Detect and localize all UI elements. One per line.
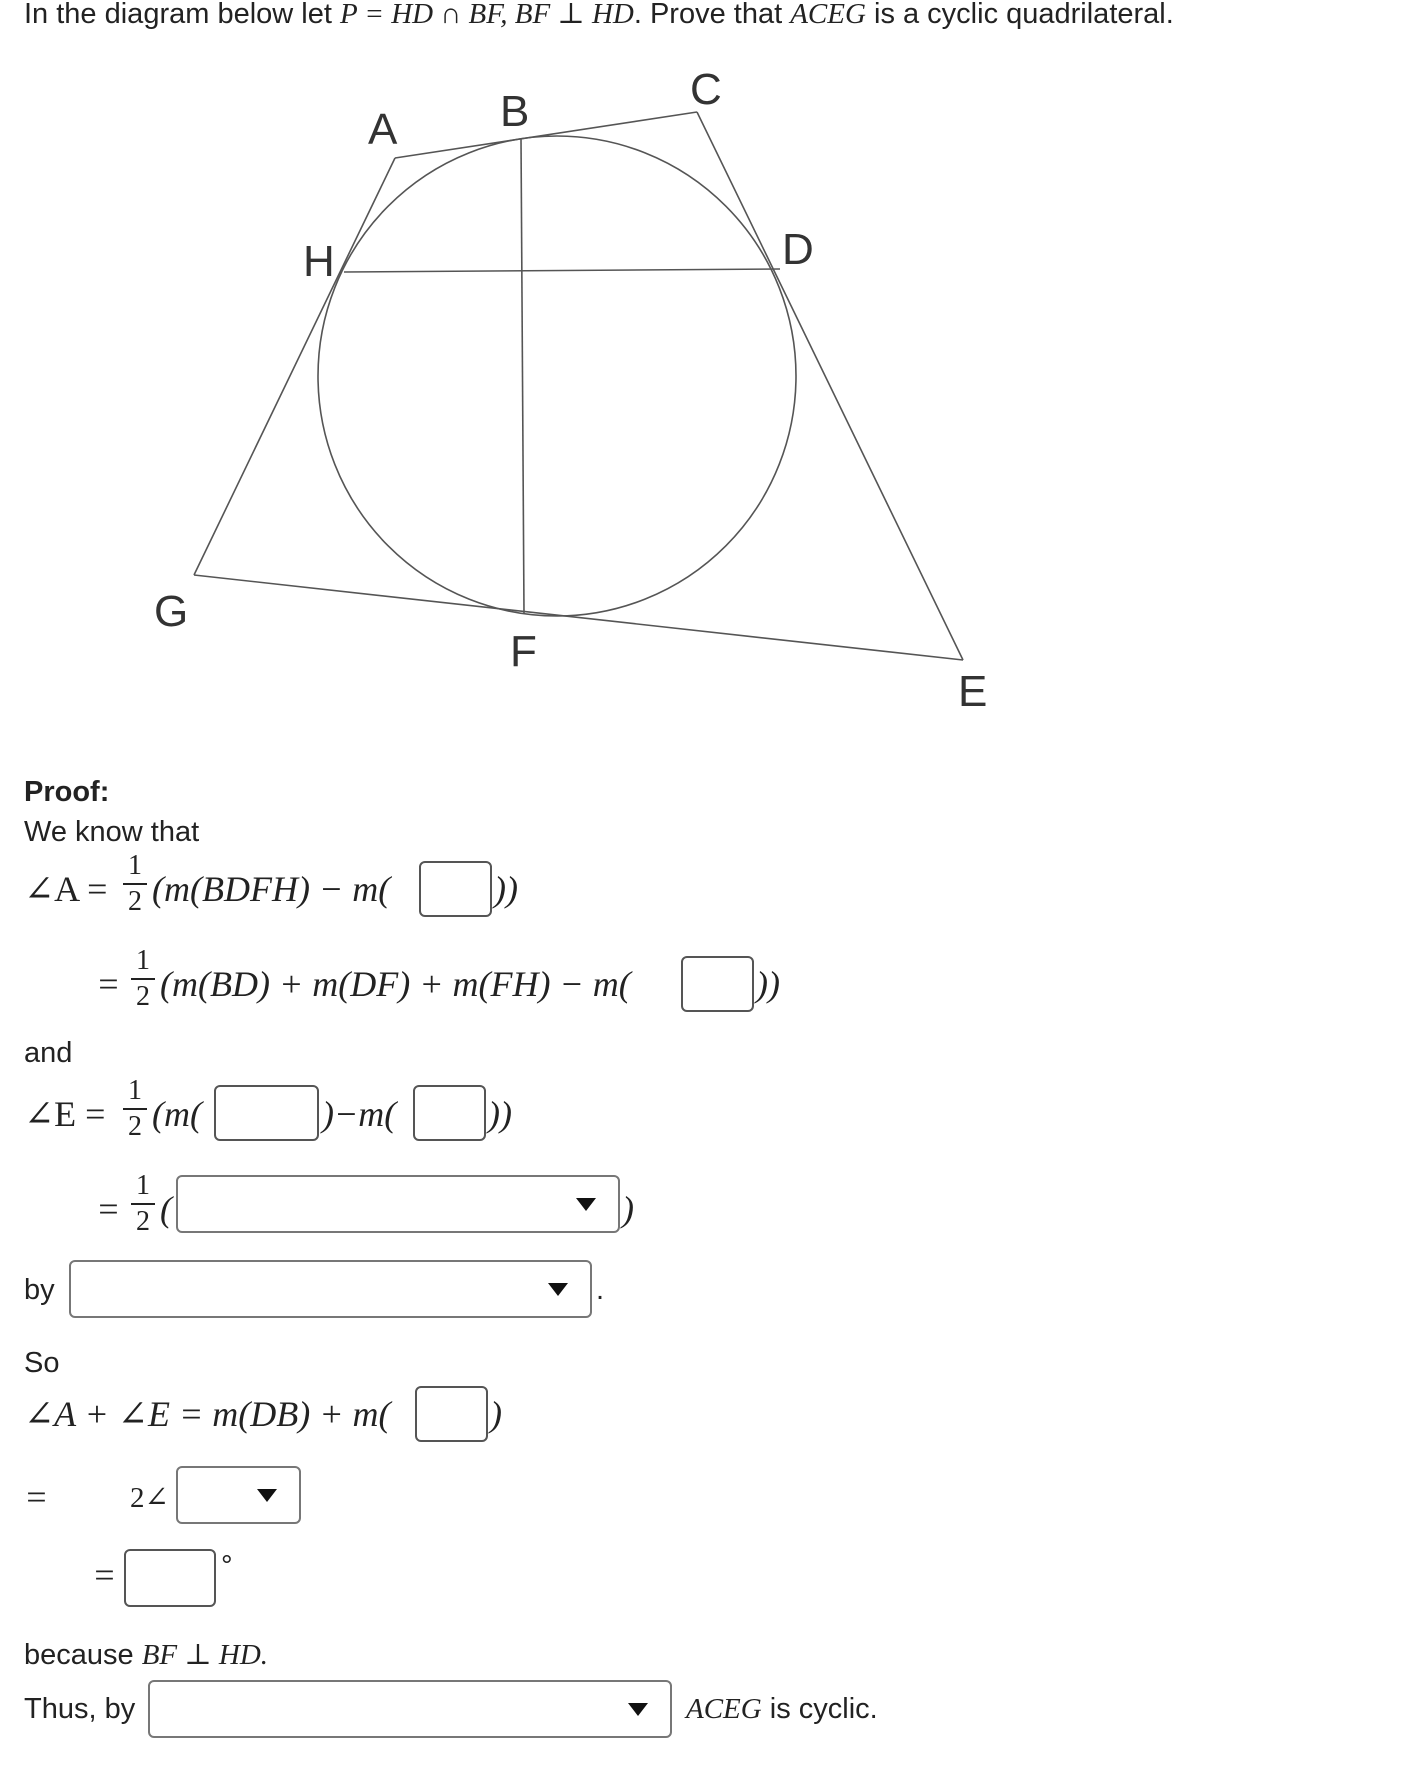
problem-prefix: In the diagram below let bbox=[24, 0, 332, 30]
line5-expr: ∠A + ∠E = m(DB) + m( bbox=[24, 1394, 391, 1434]
and-text: and bbox=[24, 1037, 73, 1069]
fraction-denominator: 2 bbox=[136, 981, 150, 1012]
label-a: A bbox=[368, 105, 398, 154]
segment-ag bbox=[194, 158, 395, 575]
because-line bbox=[24, 1637, 268, 1672]
line4-expression-select[interactable] bbox=[176, 1175, 620, 1233]
by-text: by bbox=[24, 1274, 55, 1306]
label-e: E bbox=[958, 667, 988, 716]
label-b: B bbox=[500, 87, 530, 136]
degree-symbol: ° bbox=[221, 1550, 233, 1582]
chord-hd bbox=[344, 269, 780, 272]
conclusion-text: is cyclic. bbox=[769, 1693, 878, 1725]
conclusion bbox=[686, 1693, 878, 1726]
line3-lhs: ∠E = bbox=[24, 1094, 106, 1134]
line7-equals: = bbox=[92, 1555, 117, 1595]
line1-lhs: ∠A = bbox=[24, 869, 108, 909]
label-h: H bbox=[303, 237, 335, 286]
line7-degree-input[interactable] bbox=[124, 1549, 216, 1607]
label-g: G bbox=[154, 587, 189, 636]
segment-ge bbox=[194, 575, 963, 660]
conclusion-quad: ACEG bbox=[686, 1693, 762, 1725]
line1-fraction bbox=[121, 852, 149, 916]
label-c: C bbox=[690, 65, 722, 114]
we-know-text: We know that bbox=[24, 816, 200, 848]
by-reason-select[interactable] bbox=[69, 1260, 592, 1318]
segment-ce bbox=[697, 112, 963, 660]
inscribed-circle bbox=[318, 136, 796, 616]
label-f: F bbox=[510, 627, 537, 676]
line3-close: )) bbox=[488, 1094, 512, 1134]
line5-arc-input[interactable] bbox=[415, 1386, 488, 1442]
problem-quad: ACEG bbox=[790, 0, 866, 30]
segment-ac bbox=[395, 112, 697, 158]
problem-definition: P = HD ∩ BF, BF ⊥ HD bbox=[339, 0, 634, 30]
line3-fraction bbox=[121, 1077, 149, 1141]
line4-close: ) bbox=[622, 1189, 634, 1229]
diameter-bf bbox=[521, 138, 524, 614]
fraction-numerator: 1 bbox=[136, 945, 150, 976]
line6-equals: = bbox=[24, 1477, 49, 1517]
line2-close: )) bbox=[756, 964, 780, 1004]
thus-reason-select[interactable] bbox=[148, 1680, 672, 1738]
line3-expr: (m( bbox=[152, 1094, 202, 1134]
line1-arc-input[interactable] bbox=[419, 861, 492, 917]
line2-equals: = bbox=[96, 964, 121, 1004]
because-expr: BF ⊥ HD. bbox=[141, 1639, 269, 1671]
problem-middle: . Prove that bbox=[633, 0, 783, 30]
fraction-numerator: 1 bbox=[136, 1170, 150, 1201]
fraction-denominator: 2 bbox=[136, 1206, 150, 1237]
line6-angle-select[interactable] bbox=[176, 1466, 301, 1524]
chevron-down-icon bbox=[628, 1703, 648, 1716]
proof-heading: Proof: bbox=[24, 776, 110, 808]
fraction-denominator: 2 bbox=[128, 886, 142, 917]
thus-text: Thus, by bbox=[24, 1693, 136, 1725]
fraction-denominator: 2 bbox=[128, 1111, 142, 1142]
chevron-down-icon bbox=[576, 1198, 596, 1211]
because-text: because bbox=[24, 1639, 134, 1671]
line5-close: ) bbox=[490, 1394, 502, 1434]
problem-suffix: is a cyclic quadrilateral. bbox=[874, 0, 1174, 30]
geometry-diagram bbox=[0, 0, 1416, 760]
fraction-numerator: 1 bbox=[128, 1075, 142, 1106]
line6-expr: 2∠ bbox=[130, 1482, 169, 1514]
label-d: D bbox=[782, 225, 814, 274]
line2-fraction bbox=[129, 947, 157, 1011]
line2-arc-input[interactable] bbox=[681, 956, 754, 1012]
so-text: So bbox=[24, 1347, 60, 1379]
line4-fraction bbox=[129, 1172, 157, 1236]
line4-open: ( bbox=[160, 1189, 172, 1229]
chevron-down-icon bbox=[548, 1283, 568, 1296]
line1-expr: (m(BDFH) − m( bbox=[152, 869, 391, 909]
line3-mid: )−m( bbox=[322, 1094, 397, 1134]
line4-equals: = bbox=[96, 1189, 121, 1229]
fraction-numerator: 1 bbox=[128, 850, 142, 881]
line2-expr: (m(BD) + m(DF) + m(FH) − m( bbox=[160, 964, 631, 1004]
chevron-down-icon bbox=[257, 1489, 277, 1502]
by-period: . bbox=[596, 1274, 605, 1306]
line3-arc-input-2[interactable] bbox=[413, 1085, 486, 1141]
line1-close: )) bbox=[494, 869, 518, 909]
line3-arc-input-1[interactable] bbox=[214, 1085, 319, 1141]
